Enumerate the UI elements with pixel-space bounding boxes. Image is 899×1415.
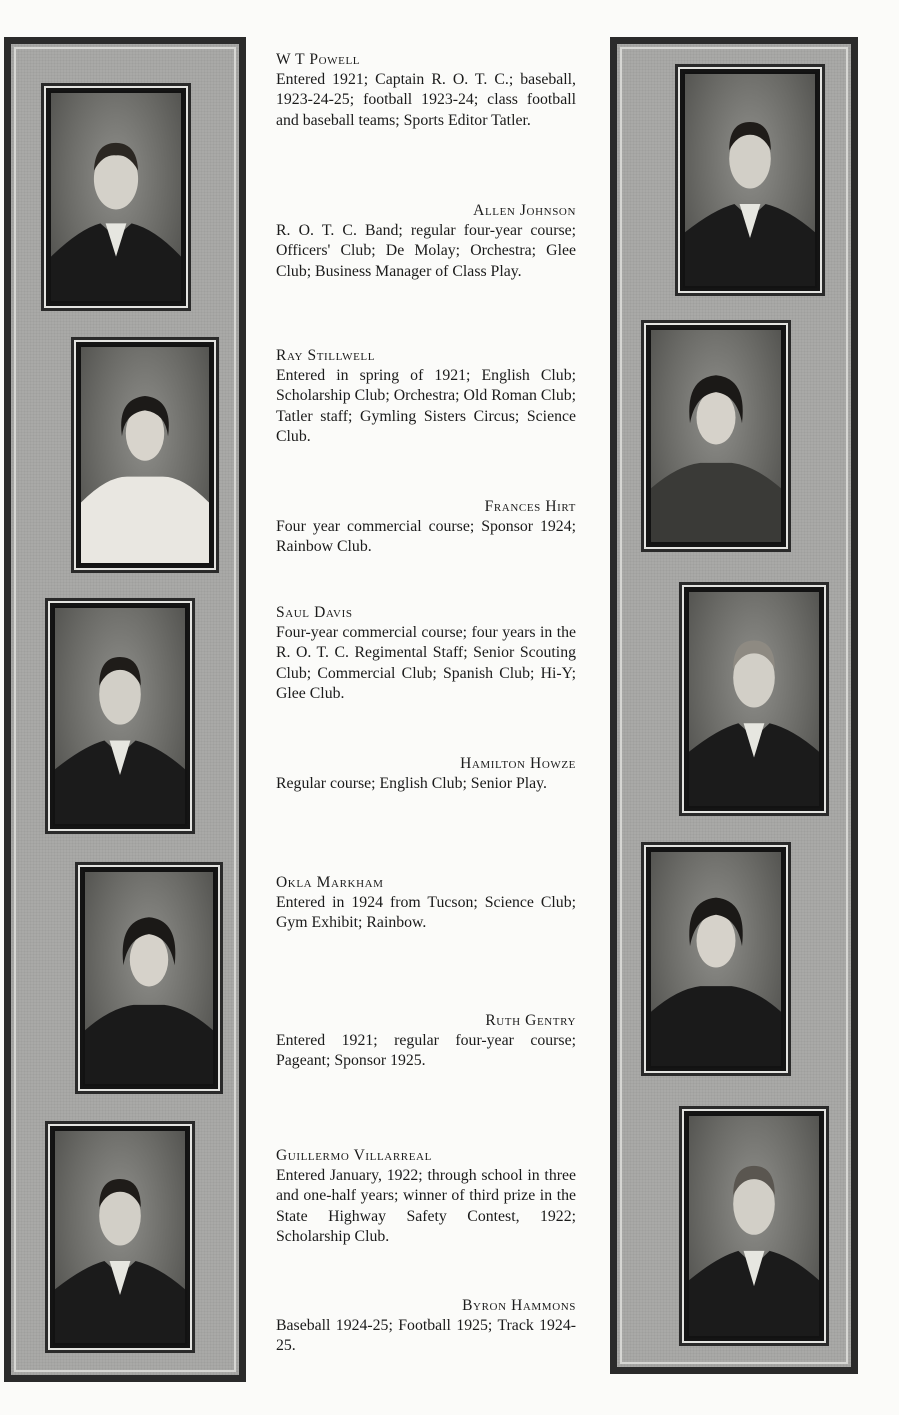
portrait-photo-okla-markham xyxy=(75,862,223,1094)
bio-entry xyxy=(276,754,576,794)
bio-entry xyxy=(276,603,576,704)
student-activities: Entered in spring of 1921; English Club; Scholarship Club; Orchestra; Old Roman Club; Tatler staff; Gymling Sisters Circus; Science Club. xyxy=(276,367,576,445)
bio-entry xyxy=(276,1296,576,1357)
bio-entry xyxy=(276,497,576,558)
student-name: Saul Davis xyxy=(276,604,353,621)
portrait-photo-hamilton-howze xyxy=(679,582,829,816)
student-activities: Four year commercial course; Sponsor 1924; Rainbow Club. xyxy=(276,518,576,556)
portrait-photo-saul-davis xyxy=(45,598,195,834)
portrait-photo-allen-johnson xyxy=(675,64,825,296)
student-name: W T Powell xyxy=(276,51,361,68)
student-activities: Entered in 1924 from Tucson; Science Club; Gym Exhibit; Rainbow. xyxy=(276,894,576,932)
bio-entry xyxy=(276,873,576,934)
student-activities: Entered 1921; Captain R. O. T. C.; baseball, 1923-24-25; football 1923-24; class football and baseball teams; Sports Editor Tatler. xyxy=(276,71,576,129)
bio-entry xyxy=(276,50,576,131)
student-activities: Entered January, 1922; through school in three and one-half years; winner of third prize in the State Highway Safety Contest, 1922; Scholarship Club. xyxy=(276,1167,576,1245)
portrait-photo-byron-hammons xyxy=(679,1106,829,1346)
portrait-photo-frances-hirt xyxy=(641,320,791,552)
left-photo-strip xyxy=(4,37,246,1382)
portrait-photo-guillermo-villarreal xyxy=(45,1121,195,1353)
student-name: Guillermo Villarreal xyxy=(276,1147,432,1164)
student-name: Ray Stillwell xyxy=(276,347,376,364)
student-activities: Four-year commercial course; four years in the R. O. T. C. Regimental Staff; Senior Scouting Club; Commercial Club; Spanish Club; Hi-Y; Glee Club. xyxy=(276,624,576,702)
student-activities: Entered 1921; regular four-year course; Pageant; Sponsor 1925. xyxy=(276,1032,576,1070)
portrait-photo-w-t-powell xyxy=(41,83,191,311)
bio-entry xyxy=(276,346,576,447)
bio-entry xyxy=(276,1146,576,1247)
portrait-photo-ray-stillwell xyxy=(71,337,219,573)
student-activities: Baseball 1924-25; Football 1925; Track 1924-25. xyxy=(276,1317,576,1355)
student-name: Byron Hammons xyxy=(462,1297,576,1314)
right-photo-strip xyxy=(610,37,858,1374)
student-activities: Regular course; English Club; Senior Play. xyxy=(276,775,547,792)
student-name: Ruth Gentry xyxy=(485,1012,576,1029)
student-name: Okla Markham xyxy=(276,874,384,891)
bio-entry xyxy=(276,1011,576,1072)
student-name: Allen Johnson xyxy=(473,202,576,219)
student-name: Frances Hirt xyxy=(484,498,576,515)
bio-entry xyxy=(276,201,576,282)
student-activities: R. O. T. C. Band; regular four-year course; Officers' Club; De Molay; Orchestra; Glee Club; Business Manager of Class Play. xyxy=(276,222,576,280)
portrait-photo-ruth-gentry xyxy=(641,842,791,1076)
student-name: Hamilton Howze xyxy=(460,755,576,772)
